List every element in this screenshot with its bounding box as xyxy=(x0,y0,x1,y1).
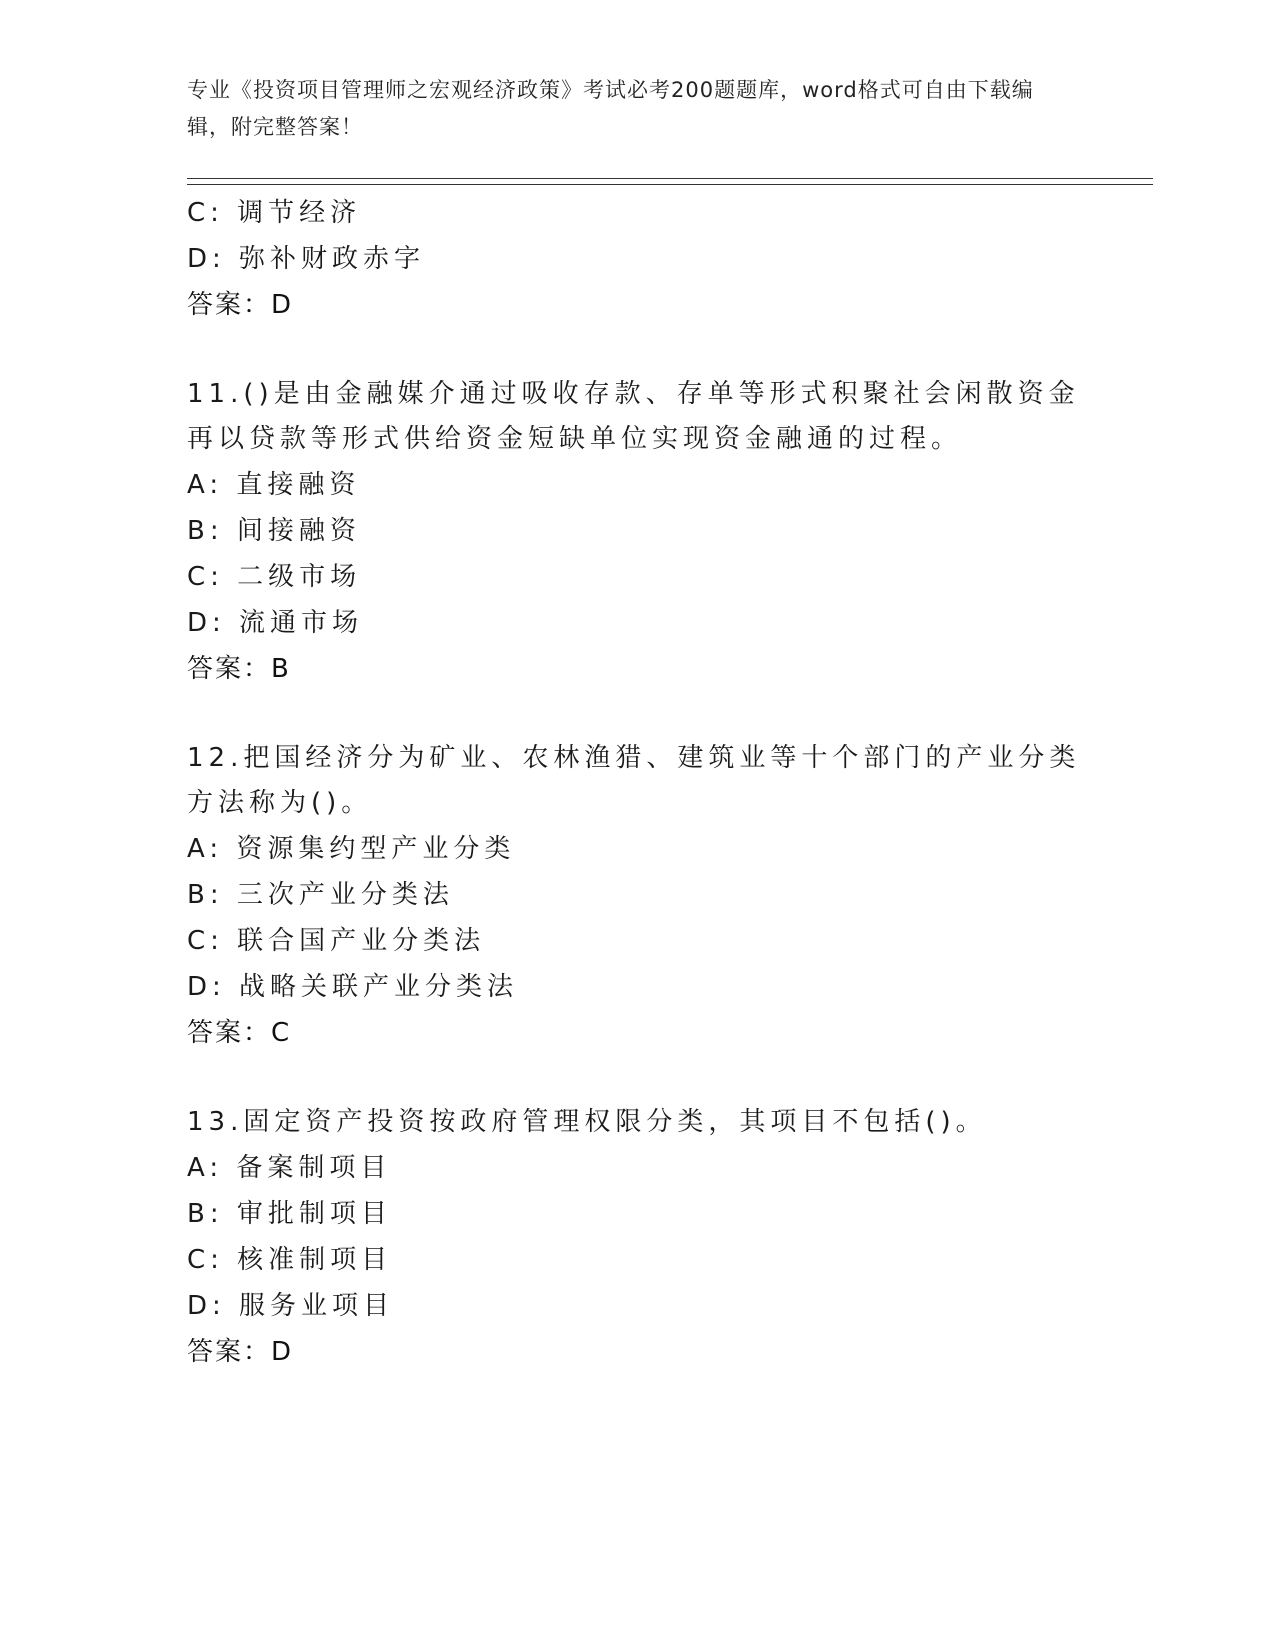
question-13 xyxy=(187,1100,1087,1375)
question-11 xyxy=(187,372,1087,692)
option-b: B: 三次产业分类法 xyxy=(187,880,454,910)
answer-line: 答案：D xyxy=(187,290,294,320)
question-stem: 11.()是由金融媒介通过吸收存款、存单等形式积聚社会闲散资金再以贷款等形式供给资金短缺单位实现资金融通的过程。 xyxy=(187,379,1080,454)
document-header: 专业《投资项目管理师之宏观经济政策》考试必考200题题库，word格式可自由下载编辑，附完整答案！ xyxy=(187,78,1034,139)
answer-line: 答案：D xyxy=(187,1337,294,1367)
question-stem: 13.固定资产投资按政府管理权限分类，其项目不包括()。 xyxy=(187,1107,987,1137)
option-c: C: 调节经济 xyxy=(187,198,362,228)
spacer xyxy=(187,692,1087,736)
option-c: C: 二级市场 xyxy=(187,562,362,592)
continued-question xyxy=(187,190,1087,328)
option-d: D: 流通市场 xyxy=(187,608,364,638)
option-a: A: 资源集约型产业分类 xyxy=(187,834,516,864)
question-content xyxy=(187,190,1087,1375)
option-a: A: 备案制项目 xyxy=(187,1153,392,1183)
option-c: C: 联合国产业分类法 xyxy=(187,926,486,956)
option-a: A: 直接融资 xyxy=(187,470,361,500)
answer-line: 答案：B xyxy=(187,654,291,684)
answer-line: 答案：C xyxy=(187,1018,292,1048)
option-c: C: 核准制项目 xyxy=(187,1245,393,1275)
spacer xyxy=(187,1056,1087,1100)
option-d: D: 战略关联产业分类法 xyxy=(187,972,519,1002)
question-12 xyxy=(187,736,1087,1056)
option-d: D: 弥补财政赤字 xyxy=(187,244,426,274)
spacer xyxy=(187,328,1087,372)
option-d: D: 服务业项目 xyxy=(187,1291,395,1321)
option-b: B: 审批制项目 xyxy=(187,1199,392,1229)
option-b: B: 间接融资 xyxy=(187,516,361,546)
question-stem: 12.把国经济分为矿业、农林渔猎、建筑业等十个部门的产业分类方法称为()。 xyxy=(187,743,1081,818)
header-divider xyxy=(187,178,1153,185)
